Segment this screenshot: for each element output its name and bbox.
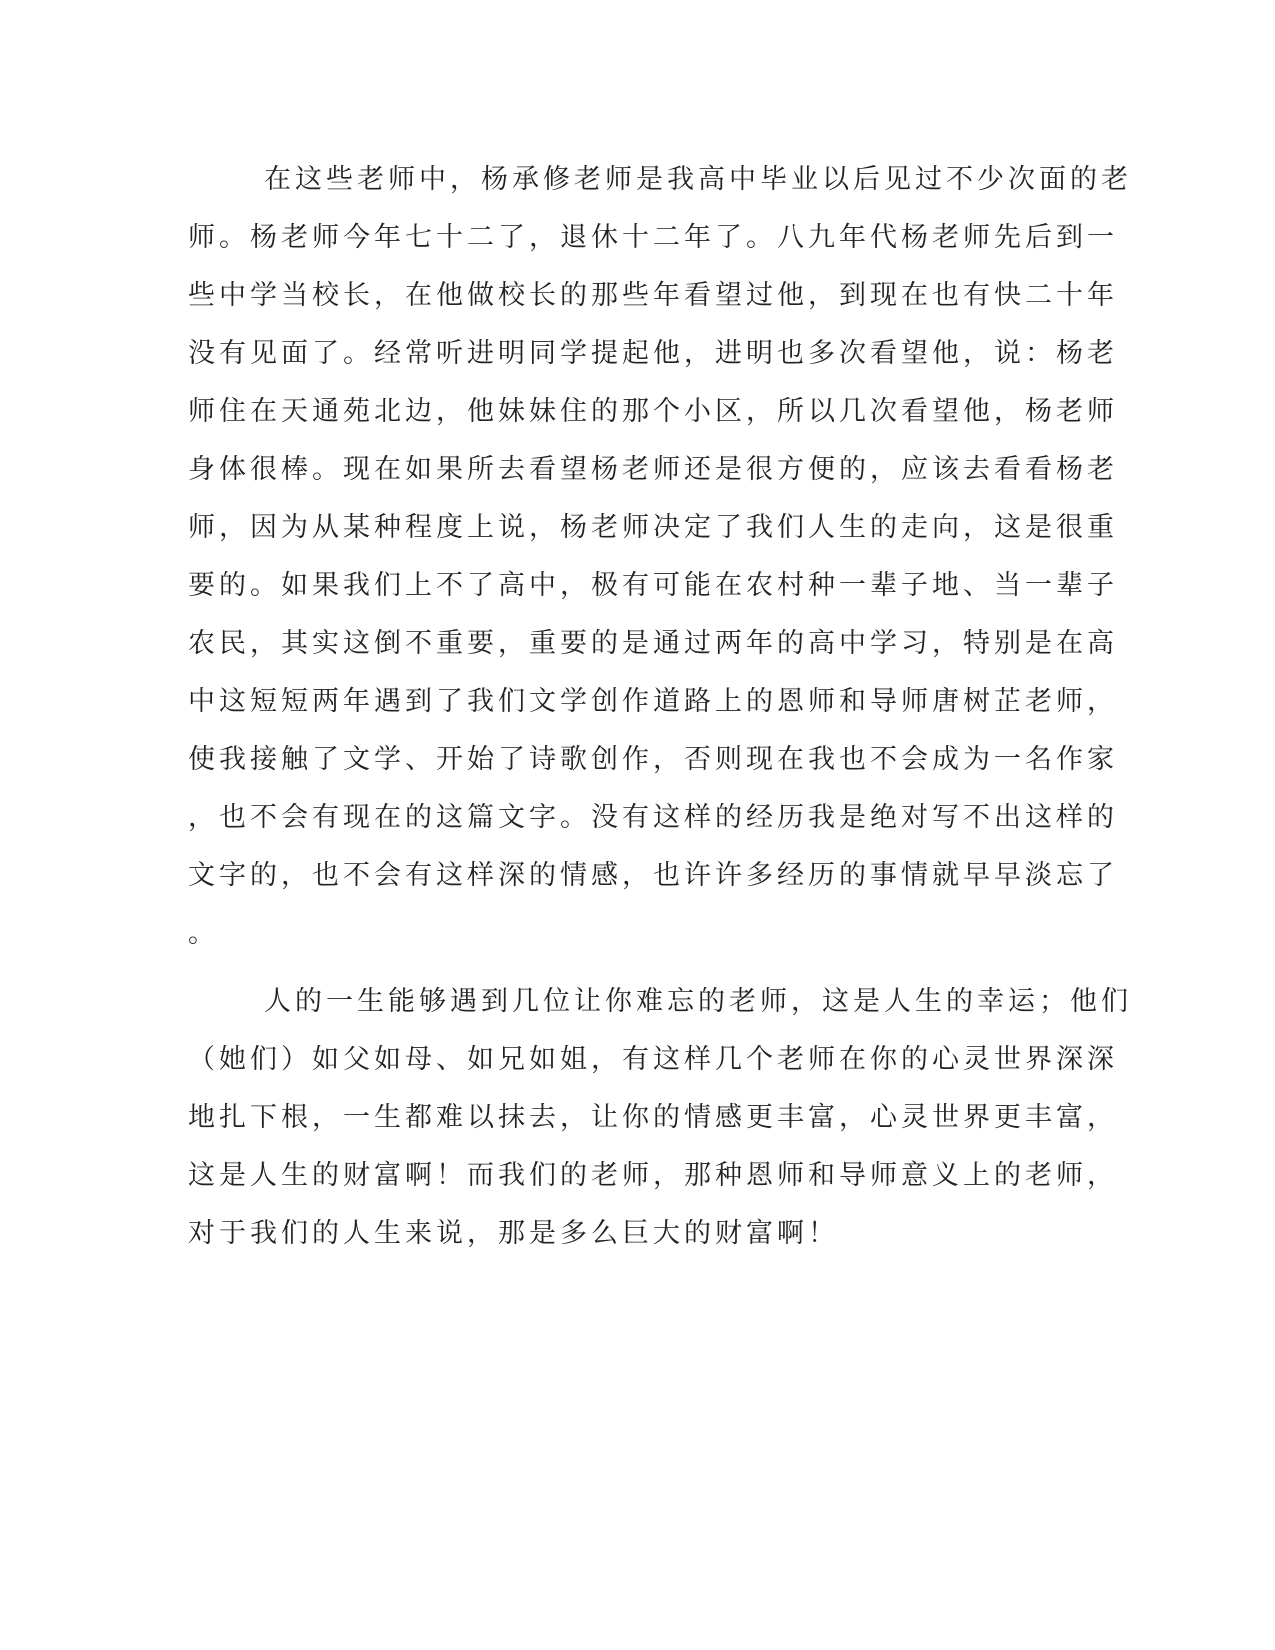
paragraph-2-line-5: 对于我们的人生来说，那是多么巨大的财富啊！ <box>188 1218 839 1249</box>
paragraph-1-line-3: 些中学当校长，在他做校长的那些年看望过他，到现在也有快二十年 <box>188 280 1118 311</box>
paragraph-1-line-1: 在这些老师中，杨承修老师是我高中毕业以后见过不少次面的老 <box>264 164 1132 195</box>
paragraph-1-line-4: 没有见面了。经常听进明同学提起他，进明也多次看望他，说：杨老 <box>188 338 1118 369</box>
paragraph-1-line-12: ，也不会有现在的这篇文字。没有这样的经历我是绝对写不出这样的 <box>188 802 1118 833</box>
paragraph-2-line-3: 地扎下根，一生都难以抹去，让你的情感更丰富，心灵世界更丰富， <box>188 1102 1118 1133</box>
paragraph-1-line-6: 身体很棒。现在如果所去看望杨老师还是很方便的，应该去看看杨老 <box>188 454 1118 485</box>
paragraph-1-line-5: 师住在天通苑北边，他妹妹住的那个小区，所以几次看望他，杨老师 <box>188 396 1118 427</box>
paragraph-1-line-10: 中这短短两年遇到了我们文学创作道路上的恩师和导师唐树芷老师， <box>188 686 1118 717</box>
paragraph-1-line-11: 使我接触了文学、开始了诗歌创作，否则现在我也不会成为一名作家 <box>188 744 1118 775</box>
paragraph-2-line-2: （她们）如父如母、如兄如姐，有这样几个老师在你的心灵世界深深 <box>188 1044 1118 1075</box>
paragraph-1-line-2: 师。杨老师今年七十二了，退休十二年了。八九年代杨老师先后到一 <box>188 222 1118 253</box>
paragraph-2-line-4: 这是人生的财富啊！而我们的老师，那种恩师和导师意义上的老师， <box>188 1160 1118 1191</box>
paragraph-1-line-14: 。 <box>188 918 219 949</box>
paragraph-2-line-1: 人的一生能够遇到几位让你难忘的老师，这是人生的幸运；他们 <box>264 986 1132 1017</box>
paragraph-1-line-8: 要的。如果我们上不了高中，极有可能在农村种一辈子地、当一辈子 <box>188 570 1118 601</box>
paragraph-1-line-13: 文字的，也不会有这样深的情感，也许许多经历的事情就早早淡忘了 <box>188 860 1118 891</box>
paragraph-1-line-7: 师，因为从某种程度上说，杨老师决定了我们人生的走向，这是很重 <box>188 512 1118 543</box>
paragraph-1-line-9: 农民，其实这倒不重要，重要的是通过两年的高中学习，特别是在高 <box>188 628 1118 659</box>
